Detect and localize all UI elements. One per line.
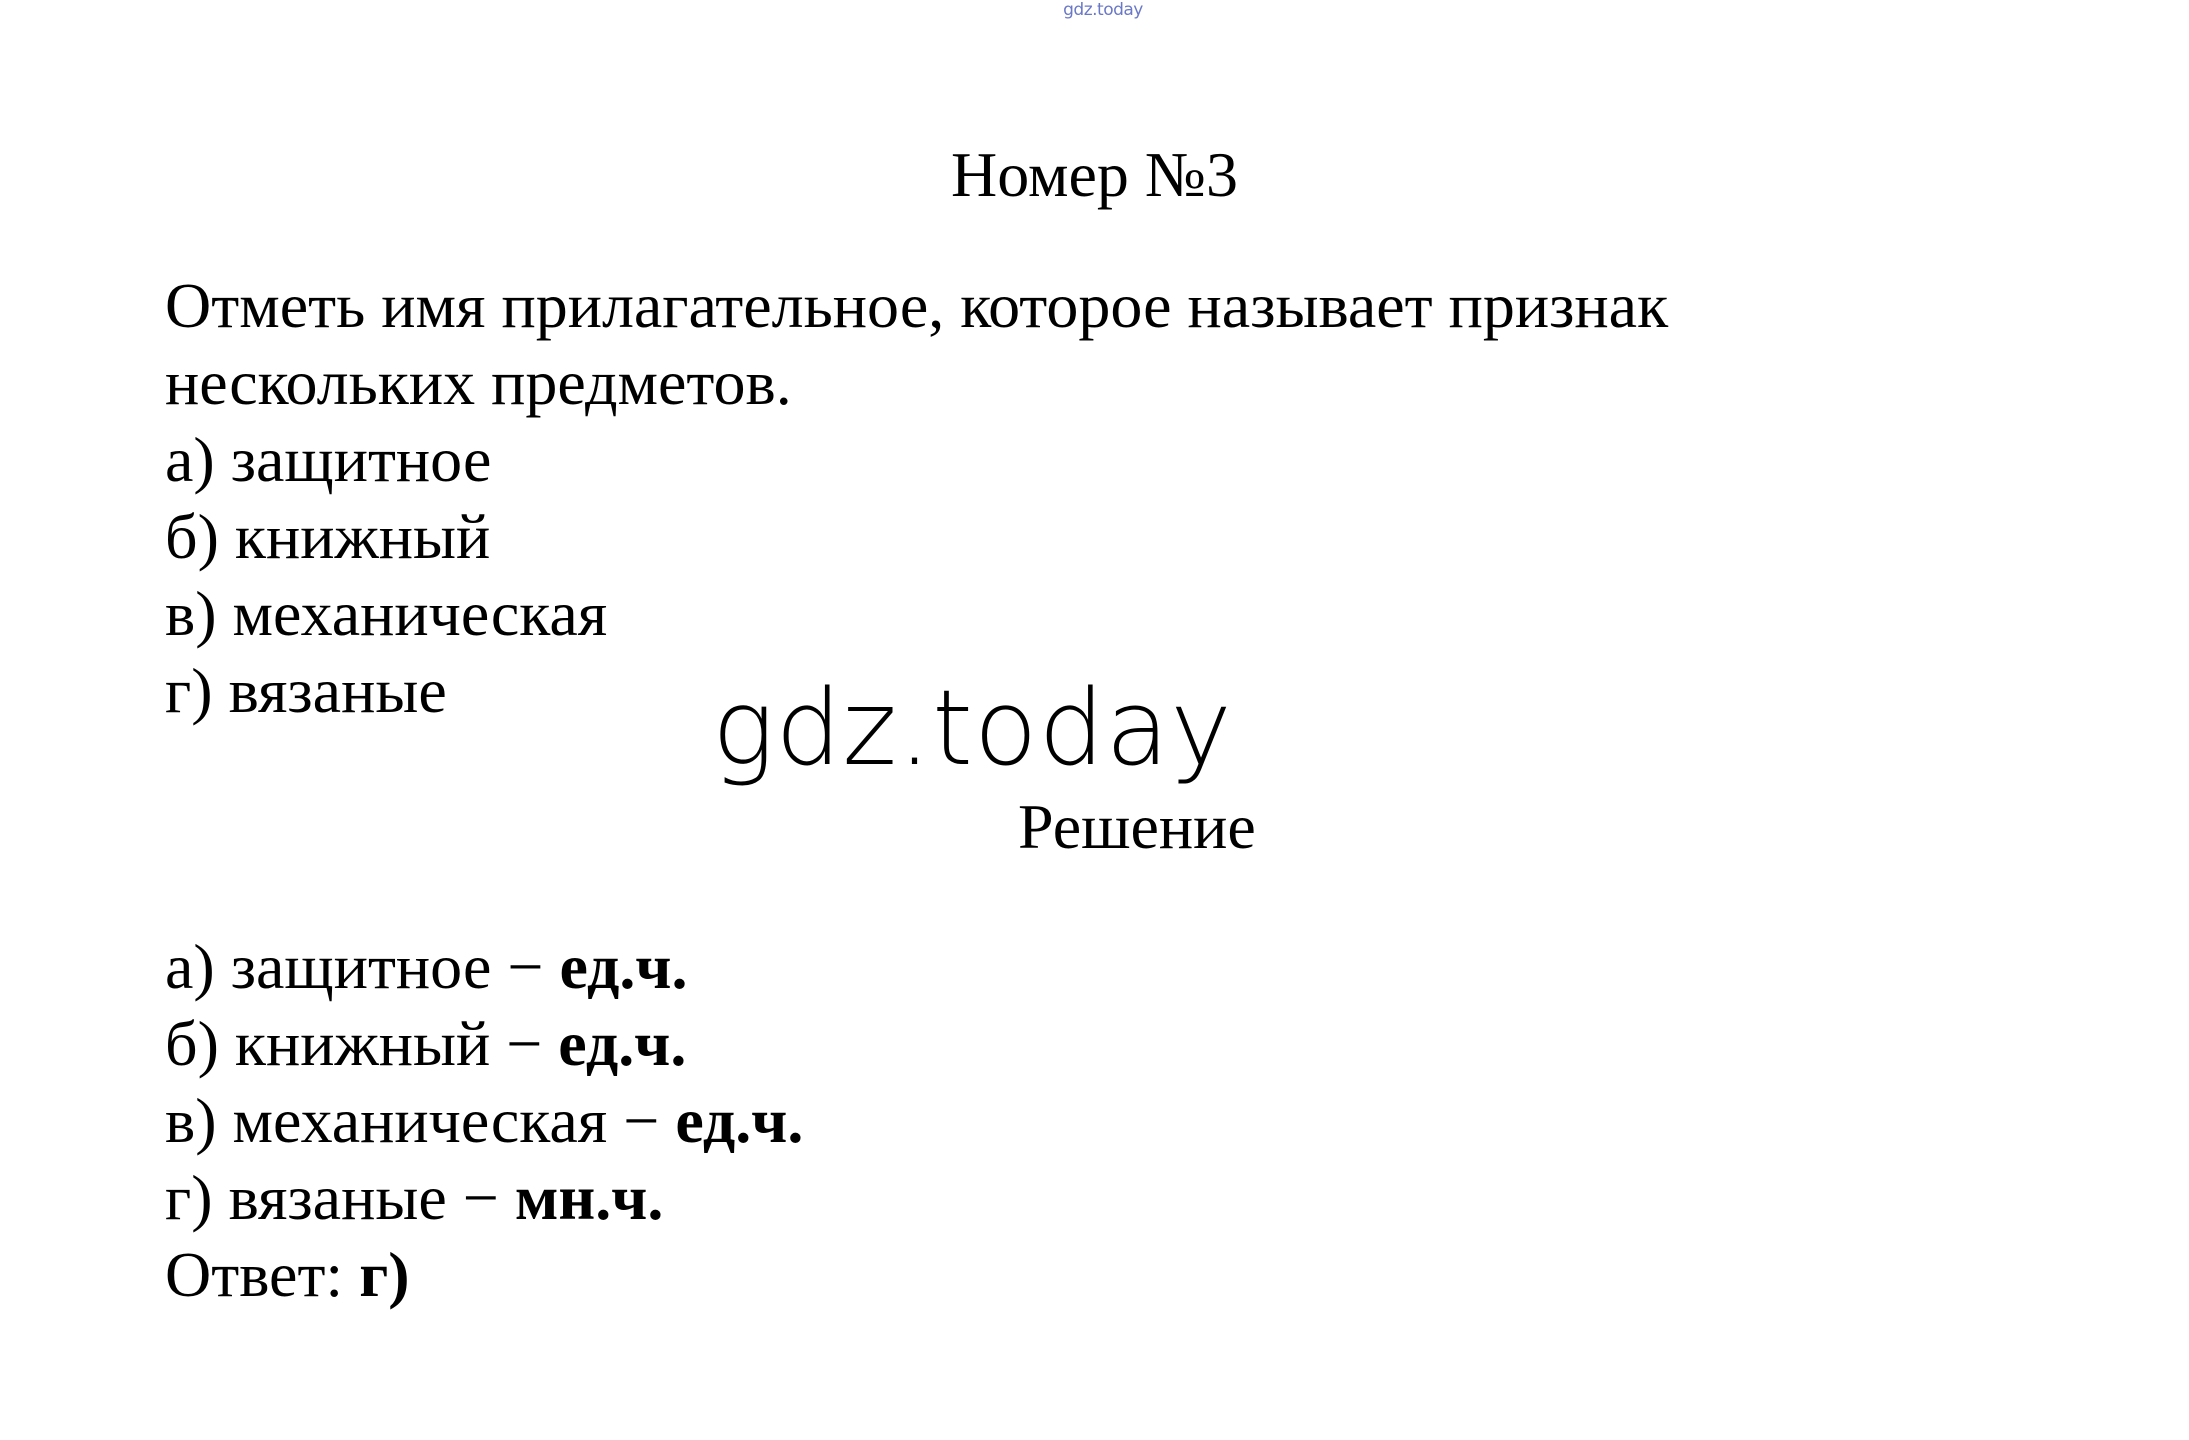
- page-title: [0, 135, 2189, 215]
- solution-item-d-number: мн.ч.: [514, 1162, 664, 1233]
- solution-item-c-number: ед.ч.: [675, 1085, 804, 1156]
- option-c: в) механическая: [165, 578, 608, 649]
- page-title-text: Номер №3: [951, 139, 1238, 210]
- solution-item-b: [165, 1005, 803, 1082]
- solution-item-d-text: г) вязаные −: [165, 1162, 515, 1233]
- solution-item-c: [165, 1082, 803, 1159]
- solution-heading: Решение: [1018, 791, 1256, 862]
- watermark-top: gdz.today: [1063, 0, 1143, 20]
- question-line-2: нескольких предметов.: [165, 347, 792, 418]
- option-d: г) вязаные: [165, 655, 447, 726]
- answer-label: Ответ:: [165, 1239, 360, 1310]
- question-line-1: Отметь имя прилагательное, которое называет признак: [165, 270, 1669, 341]
- watermark-center: gdz.today: [712, 667, 1233, 789]
- option-a: а) защитное: [165, 424, 492, 495]
- solution-item-a-number: ед.ч.: [559, 931, 688, 1002]
- solution-item-a: [165, 928, 803, 1005]
- question-block: [165, 267, 1668, 729]
- answer-value: г): [359, 1239, 410, 1310]
- answer-line: [165, 1236, 803, 1313]
- solution-block: [165, 928, 803, 1313]
- solution-item-b-number: ед.ч.: [558, 1008, 687, 1079]
- solution-item-a-text: а) защитное −: [165, 931, 560, 1002]
- solution-item-c-text: в) механическая −: [165, 1085, 676, 1156]
- solution-item-b-text: б) книжный −: [165, 1008, 559, 1079]
- option-b: б) книжный: [165, 501, 491, 572]
- solution-item-d: [165, 1159, 803, 1236]
